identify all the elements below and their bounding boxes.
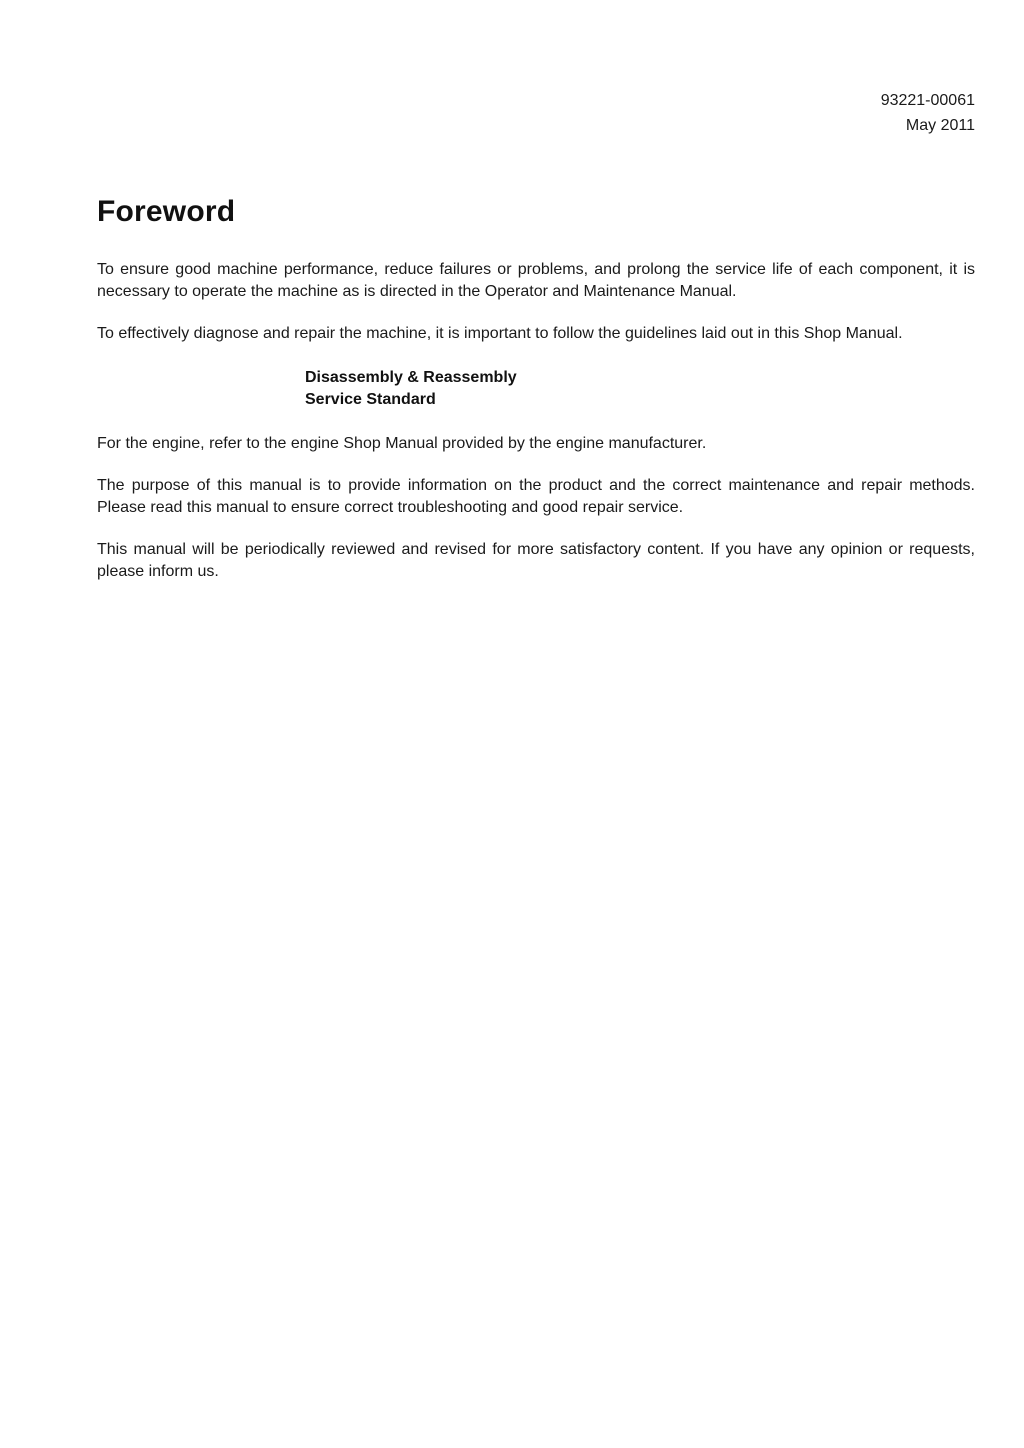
paragraph-revision-notice: This manual will be periodically reviewed and revised for more satisfactory content. If you have any opinion or requests, please inform us. [97, 541, 975, 580]
callout-line-service-standard: Service Standard [305, 391, 436, 408]
page-title: Foreword [97, 195, 236, 228]
document-body [97, 259, 975, 583]
doc-date: May 2011 [905, 117, 975, 134]
document-meta [97, 88, 975, 138]
paragraph-engine-reference: For the engine, refer to the engine Shop Manual provided by the engine manufacturer. [97, 435, 707, 452]
manual-scope-callout [305, 367, 975, 411]
paragraph-machine-performance: To ensure good machine performance, reduce failures or problems, and prolong the service life of each component, it is necessary to operate the machine as is directed in the Operator and Maintenance Manual. [97, 261, 975, 300]
doc-number: 93221-00061 [880, 92, 975, 109]
paragraph-diagnose-repair: To effectively diagnose and repair the machine, it is important to follow the guidelines laid out in this Shop Manual. [97, 325, 903, 342]
paragraph-manual-purpose: The purpose of this manual is to provide information on the product and the correct maintenance and repair methods. Please read this manual to ensure correct troubleshooting and good repair service. [97, 477, 975, 516]
callout-line-disassembly: Disassembly & Reassembly [305, 369, 517, 386]
